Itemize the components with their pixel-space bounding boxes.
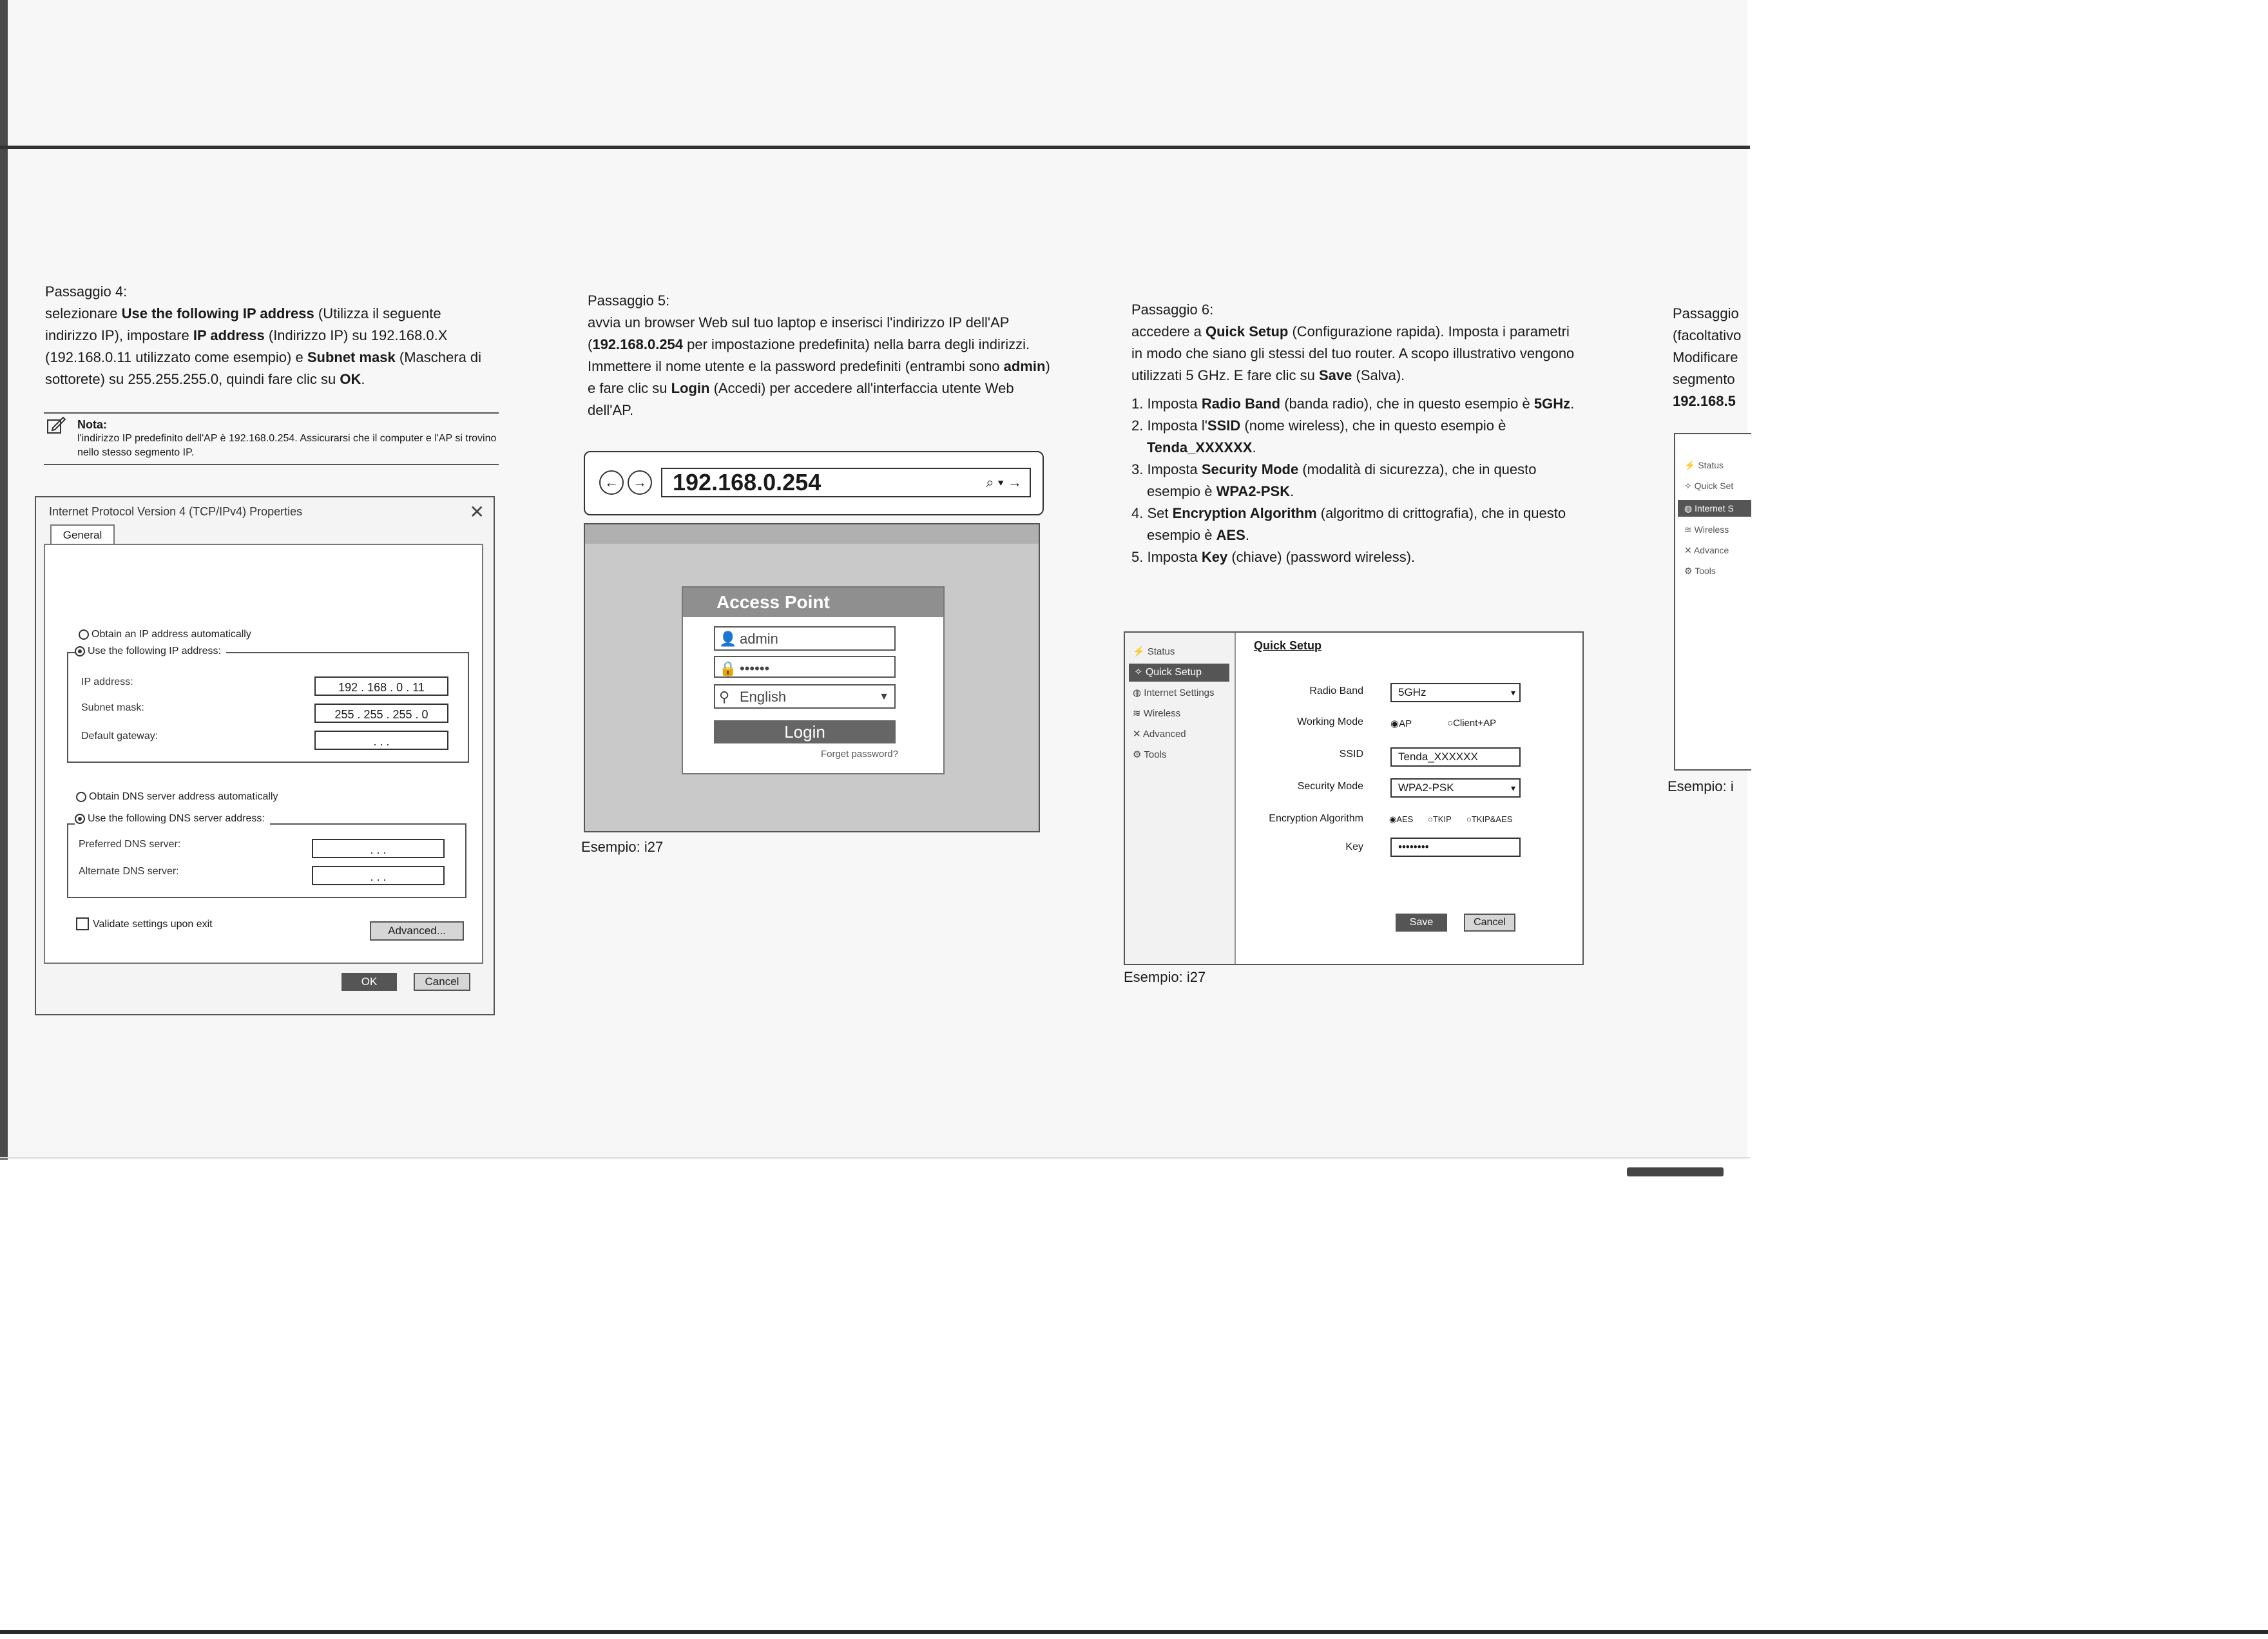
text: .: [1570, 396, 1575, 412]
subnet-mask-field[interactable]: 255 . 255 . 255 . 0: [314, 704, 448, 723]
text: avvia un browser Web sul tuo laptop e inserisci l'indirizzo IP dell'AP (: [588, 314, 1010, 352]
sidebar-item-quick-setup[interactable]: [1129, 664, 1229, 682]
url-tools[interactable]: ⌕ ▾ →: [986, 474, 1022, 490]
bold-text: Key: [1201, 549, 1228, 565]
chevron-down-icon: ▾: [1510, 687, 1515, 698]
radio-band-select[interactable]: [1390, 683, 1521, 702]
radio-band-label: Radio Band: [1309, 685, 1363, 696]
sidebar-item-tools[interactable]: [1684, 566, 1716, 577]
status-icon: ⚡: [1133, 646, 1145, 657]
dns1-label: Preferred DNS server:: [79, 839, 181, 850]
text: 3. Imposta: [1131, 461, 1202, 477]
sidebar-item-status[interactable]: [1133, 646, 1175, 657]
advanced-icon: ✕: [1133, 729, 1141, 740]
text: (Salva).: [1352, 367, 1405, 383]
list-item: [1131, 546, 1582, 568]
password-value: ••••••: [740, 660, 770, 676]
sidebar-label: Status: [1698, 460, 1724, 470]
bold-text: Quick Setup: [1205, 323, 1289, 340]
sidebar-label: Quick Setup: [1145, 667, 1202, 678]
ap-title: Access Point: [683, 588, 943, 617]
url-input[interactable]: [661, 468, 1031, 497]
step5-text: [588, 290, 1052, 421]
text: 5. Imposta: [1131, 549, 1202, 565]
back-arrow-icon[interactable]: ←: [599, 470, 624, 495]
sidebar-label: Advance: [1693, 545, 1729, 555]
text: selezionare: [45, 305, 122, 321]
step6-title: Passaggio 6:: [1131, 302, 1214, 318]
text: (modalità di sicurezza), che in questo esempio è: [1147, 461, 1537, 499]
security-mode-label: Security Mode: [1297, 781, 1363, 792]
step4-text: [45, 281, 496, 390]
sidebar-item-advanced[interactable]: [1133, 728, 1186, 740]
gateway-label: Default gateway:: [81, 731, 159, 742]
radio-circle: [75, 814, 85, 824]
username-value: admin: [740, 631, 778, 647]
step6-list: [1131, 393, 1582, 568]
step5-title: Passaggio 5:: [588, 292, 670, 309]
wifi-icon: ≋: [1133, 708, 1141, 719]
step6-body: [1131, 321, 1582, 387]
option-label: AP: [1399, 718, 1412, 729]
radio-label: Use the following DNS server address:: [88, 813, 265, 824]
step7-title: Passaggio: [1673, 305, 1739, 321]
note-text: l'indirizzo IP predefinito dell'AP è 192.168.0.254. Assicurarsi che il computer e l'AP si trovino nello stesso segmento IP.: [77, 433, 497, 458]
wifi-icon: ≋: [1684, 524, 1692, 535]
validate-checkbox[interactable]: [76, 917, 213, 930]
option-label: TKIP&AES: [1471, 814, 1513, 824]
status-icon: ⚡: [1684, 460, 1696, 470]
text: (banda radio), che in questo esempio è: [1280, 396, 1534, 412]
user-icon: 👤: [719, 631, 737, 647]
location-pin-icon: ⚲: [719, 689, 730, 705]
tools-icon: ⚙: [1133, 749, 1142, 760]
text: .: [361, 371, 365, 387]
mode-client-radio[interactable]: ○Client+AP: [1447, 718, 1497, 729]
step7-caption: Esempio: i: [1667, 778, 1734, 794]
bold-text: Radio Band: [1201, 396, 1281, 412]
text: (Utilizza il seguente indirizzo IP), impostare: [45, 305, 441, 343]
scan-edge: [0, 0, 8, 1160]
list-item: [1131, 415, 1582, 459]
sidebar-label: Tools: [1144, 749, 1167, 760]
text: (Configurazione rapida). Imposta i parametri in modo che siano gli stessi del tuo router. A scopo illustrativo vengono utilizzati 5 GHz. E fare clic su: [1131, 323, 1575, 383]
preferred-dns-field[interactable]: . . .: [312, 839, 445, 858]
enc-tkip-radio[interactable]: ○TKIP: [1428, 814, 1452, 824]
forward-arrow-icon[interactable]: →: [628, 470, 652, 495]
bold-text: Tenda_XXXXXX: [1147, 439, 1253, 455]
password-input[interactable]: [714, 656, 896, 678]
select-value: WPA2-PSK: [1398, 781, 1454, 794]
text: accedere a: [1131, 323, 1206, 340]
text: 4. Set: [1131, 505, 1173, 521]
step7-line: segmento: [1673, 371, 1735, 387]
ap-login-screen: [584, 523, 1040, 832]
text: (Indirizzo IP) su 192.168.0.X (192.168.0.11 utilizzato come esempio) e: [45, 327, 448, 365]
bold-text: Subnet mask: [307, 349, 396, 365]
quick-setup-icon: ✧: [1684, 481, 1692, 491]
ip-label: IP address:: [81, 676, 133, 687]
bold-text: Use the following IP address: [121, 305, 314, 321]
mode-ap-radio[interactable]: ◉AP: [1390, 718, 1412, 729]
bold-text: Security Mode: [1201, 461, 1299, 477]
radio-label: Obtain DNS server address automatically: [89, 791, 278, 802]
save-button[interactable]: Save: [1396, 914, 1447, 932]
step5-body: [588, 312, 1052, 421]
bold-text: Login: [671, 380, 710, 396]
quick-setup-screen: [1124, 631, 1584, 965]
step7-screen: [1674, 433, 1751, 771]
alternate-dns-field[interactable]: . . .: [312, 866, 445, 885]
cancel-button[interactable]: Cancel: [414, 973, 470, 991]
step7-line: (facoltativo: [1673, 327, 1742, 343]
browser-address-bar: [584, 451, 1044, 515]
text: .: [1290, 483, 1294, 499]
option-label: Client+AP: [1453, 718, 1497, 729]
ssid-input[interactable]: Tenda_XXXXXX: [1390, 747, 1521, 767]
sidebar-label: Wireless: [1143, 708, 1181, 719]
security-mode-select[interactable]: [1390, 778, 1521, 798]
sidebar-item-tools[interactable]: [1133, 749, 1166, 760]
tab-general[interactable]: General: [50, 524, 115, 545]
key-input[interactable]: ••••••••: [1390, 838, 1521, 857]
radio-label: Obtain an IP address automatically: [91, 629, 251, 640]
checkbox-box: [76, 917, 89, 930]
sidebar-label: Internet Settings: [1144, 687, 1215, 698]
sidebar-label: Internet S: [1695, 503, 1734, 513]
step6-text: [1131, 299, 1582, 568]
list-item: [1131, 503, 1582, 546]
quick-setup-heading: Quick Setup: [1254, 639, 1322, 652]
gateway-field[interactable]: . . .: [314, 731, 448, 750]
note-box: [44, 412, 499, 465]
advanced-button[interactable]: Advanced...: [370, 921, 464, 941]
list-item: [1131, 393, 1582, 415]
globe-icon: ◍: [1684, 503, 1693, 513]
sidebar-item-advanced[interactable]: [1684, 545, 1729, 556]
bold-text: WPA2-PSK: [1216, 483, 1291, 499]
text: .: [1245, 527, 1249, 543]
bold-text: SSID: [1207, 417, 1241, 434]
bold-text: OK: [340, 371, 361, 387]
sidebar-label: Wireless: [1694, 524, 1729, 535]
sidebar-label: Status: [1147, 646, 1175, 657]
list-item: [1131, 459, 1582, 503]
dialog-title: Internet Protocol Version 4 (TCP/IPv4) Properties: [49, 505, 303, 518]
bottom-edge: [0, 1630, 2268, 1634]
quick-setup-icon: ✧: [1134, 667, 1143, 678]
bold-text: admin: [1003, 358, 1046, 374]
login-box: [682, 586, 945, 774]
radio-circle: [79, 629, 89, 640]
bold-text: 192.168.0.254: [592, 336, 684, 352]
scan-artifact: [1627, 1167, 1724, 1176]
checkbox-label: Validate settings upon exit: [93, 919, 213, 930]
cancel-button[interactable]: Cancel: [1464, 914, 1515, 932]
top-rule: [0, 146, 1750, 149]
lock-icon: 🔒: [719, 660, 737, 676]
sidebar-item-wireless[interactable]: [1684, 524, 1729, 535]
text: (algoritmo di crittografia), che in questo esempio è: [1147, 505, 1566, 543]
radio-circle: [76, 792, 86, 802]
option-label: AES: [1396, 814, 1414, 824]
step4-body: [45, 303, 496, 390]
close-icon[interactable]: ✕: [469, 502, 485, 522]
text: .: [1252, 439, 1256, 455]
globe-icon: ◍: [1133, 687, 1142, 698]
login-button[interactable]: Login: [714, 720, 896, 743]
url-text: 192.168.0.254: [673, 469, 822, 495]
tools-icon: ⚙: [1684, 566, 1693, 576]
username-input[interactable]: [714, 626, 896, 651]
radio-circle: [75, 646, 85, 657]
bold-text: Save: [1318, 367, 1352, 383]
ssid-label: SSID: [1339, 749, 1363, 760]
text: per impostazione predefinita) nella barra degli indirizzi. Immettere il nome utente e la password predefiniti (entrambi sono: [588, 336, 1030, 374]
step7-text: [1673, 303, 1750, 412]
radio-manual-ip[interactable]: [75, 646, 226, 657]
text: (Maschera di sottorete) su 255.255.255.0, quindi fare clic su: [45, 349, 482, 387]
bold-text: 5GHz: [1533, 396, 1571, 412]
edit-note-icon: [46, 416, 66, 434]
step5-caption: Esempio: i27: [581, 839, 664, 855]
bold-text: AES: [1216, 527, 1245, 543]
language-value: English: [740, 689, 787, 705]
sidebar: [1125, 633, 1236, 964]
ok-button[interactable]: OK: [341, 973, 397, 991]
bold-text: IP address: [193, 327, 265, 343]
note-label: Nota:: [77, 418, 107, 431]
radio-auto-dns[interactable]: [76, 791, 278, 803]
text: (chiave) (password wireless).: [1227, 549, 1416, 565]
working-mode-label: Working Mode: [1297, 716, 1363, 727]
step6-caption: Esempio: i27: [1124, 969, 1206, 985]
forgot-password-link[interactable]: Forget password?: [820, 749, 898, 760]
text: 2. Imposta l': [1131, 417, 1207, 434]
page-fold: [0, 1157, 1750, 1158]
chevron-down-icon: ▾: [1510, 783, 1515, 793]
radio-manual-dns[interactable]: [75, 813, 270, 825]
text: (Accedi) per accedere all'interfaccia utente Web dell'AP.: [588, 380, 1014, 418]
sidebar-item-internet[interactable]: [1678, 500, 1751, 517]
dns2-label: Alternate DNS server:: [79, 866, 179, 877]
screen-header: [585, 524, 1039, 544]
sidebar-item-internet[interactable]: [1133, 687, 1215, 698]
select-value: 5GHz: [1398, 686, 1427, 698]
sidebar-item-status[interactable]: [1684, 460, 1724, 471]
encryption-label: Encryption Algorithm: [1269, 813, 1363, 824]
enc-tkipaes-radio[interactable]: ○TKIP&AES: [1466, 814, 1513, 824]
text: 1. Imposta: [1131, 396, 1202, 412]
mask-label: Subnet mask:: [81, 702, 144, 713]
text: (nome wireless), che in questo esempio è: [1240, 417, 1506, 434]
radio-label: Use the following IP address:: [88, 646, 221, 657]
sidebar-item-wireless[interactable]: [1133, 707, 1180, 719]
bold-text: Encryption Algorithm: [1172, 505, 1317, 521]
chevron-down-icon: ▼: [879, 691, 889, 702]
step7-line: Modificare: [1673, 349, 1738, 365]
sidebar-item-quick-setup[interactable]: [1684, 481, 1733, 492]
ip-address-field[interactable]: 192 . 168 . 0 . 11: [314, 676, 448, 696]
advanced-icon: ✕: [1684, 545, 1692, 555]
sidebar-label: Advanced: [1142, 729, 1186, 740]
sidebar-label: Tools: [1695, 566, 1716, 576]
key-label: Key: [1345, 841, 1363, 852]
step4-title: Passaggio 4:: [45, 283, 128, 300]
radio-auto-ip[interactable]: [79, 629, 251, 640]
language-select[interactable]: [714, 684, 896, 709]
step7-line: 192.168.5: [1673, 393, 1736, 409]
dns-group: [67, 823, 466, 898]
option-label: TKIP: [1432, 814, 1452, 824]
text: ) e fare clic su: [588, 358, 1050, 396]
enc-aes-radio[interactable]: ◉AES: [1389, 814, 1414, 824]
sidebar-label: Quick Set: [1694, 481, 1734, 491]
